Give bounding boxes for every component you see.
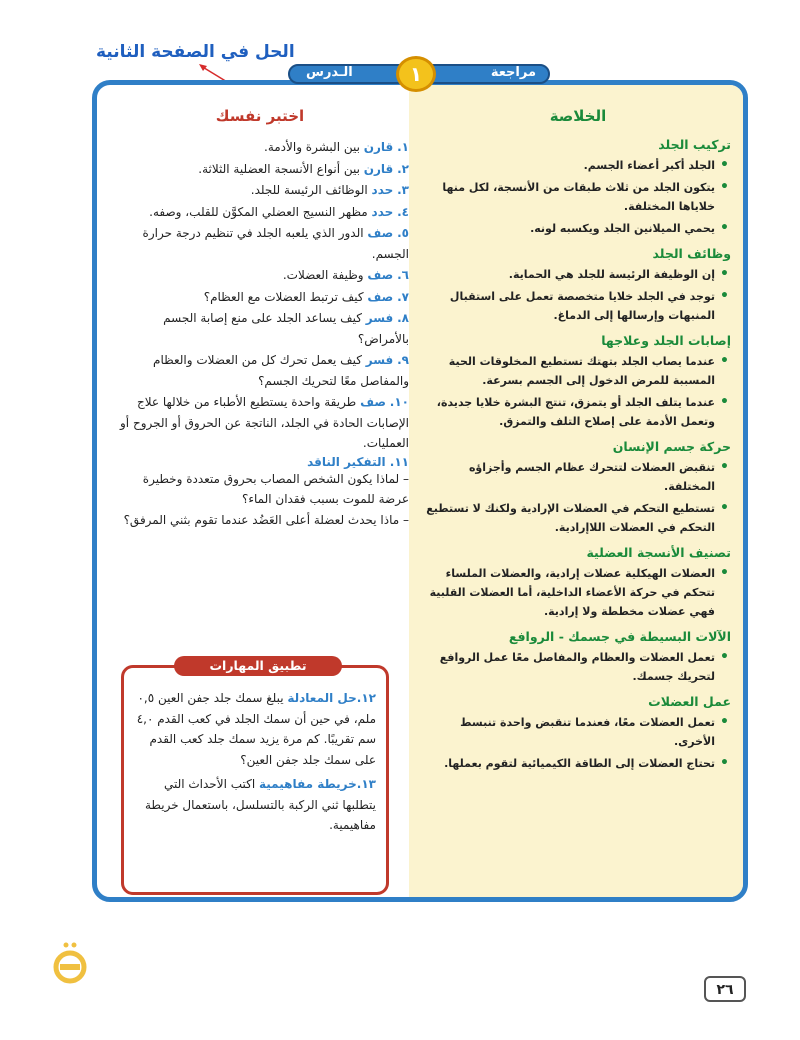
question-item	[111, 159, 409, 180]
critical-num: ١١.	[389, 454, 409, 469]
summary-point: • يتكون الجلد من ثلاث طبقات من الأنسجة، لكل منها خلاياها المختلفة.	[425, 178, 731, 216]
lesson-review-frame	[92, 80, 748, 902]
skill-item-12: ١٢.حل المعادلة يبلغ سمك جلد جفن العين ٠,٥ ملم، في حين أن سمك الجلد في كعب القدم ٤,٠ سم تقريبًا. كم مرة يزيد سمك جلد كعب القدم على سمك جلد جفن العين؟	[136, 691, 376, 767]
summary-column	[409, 85, 743, 897]
summary-point: • عندما يتلف الجلد أو يتمزق، تنتج البشرة خلايا جديدة، وتعمل الأدمة على إصلاح التلف والتمزق.	[425, 393, 731, 431]
question-text: كيف ترتبط العضلات مع العظام؟	[203, 289, 368, 304]
skill-item-13: ١٣.خريطة مفاهيمية اكتب الأحداث التي يتطلبها ثني الركبة بالتسلسل، باستعمال خريطة مفاهيمية.	[144, 777, 376, 832]
summary-point: • تحتاج العضلات إلى الطاقة الكيميائية لتقوم بعملها.	[425, 754, 731, 773]
question-text: كيف يعمل تحرك كل من العضلات والعظام والمفاصل معًا لتحريك الجسم؟	[153, 353, 409, 388]
summary-points	[425, 648, 731, 686]
question-number: ٥.	[397, 226, 409, 240]
question-item	[111, 265, 409, 286]
question-item	[111, 308, 409, 349]
question-number: ٧.	[397, 289, 409, 304]
summary-point: • تنقبض العضلات لتتحرك عظام الجسم وأجزاؤه المختلفة.	[425, 458, 731, 496]
question-text: وظيفة العضلات.	[282, 268, 368, 282]
summary-points	[425, 713, 731, 773]
question-item	[111, 350, 409, 391]
question-item	[111, 287, 409, 308]
test-column	[97, 85, 419, 897]
question-number: ٩.	[397, 353, 409, 367]
question-keyword: صف	[360, 395, 386, 409]
summary-point: • عندما يصاب الجلد بتهتك تستطيع المخلوقات الحية المسببة للمرض الدخول إلى الجسم بسرعة.	[425, 352, 731, 390]
summary-point: • الجلد أكبر أعضاء الجسم.	[425, 156, 731, 175]
question-text: الوظائف الرئيسة للجلد.	[250, 183, 372, 197]
summary-heading: إصابات الجلد وعلاجها	[601, 333, 731, 348]
question-number: ٣.	[397, 183, 409, 197]
question-keyword: حدد	[371, 204, 394, 219]
question-keyword: قارن	[363, 140, 394, 154]
skills-box	[121, 658, 389, 895]
question-number: ٦.	[397, 268, 409, 282]
question-text: طريقة واحدة يستطيع الأطباء من خلالها علاج الإصابات الحادة في الجلد، الناتجة عن الحروق أو الجروح أو العمليات.	[120, 395, 409, 450]
question-text: بين البشرة والأدمة.	[264, 140, 364, 154]
question-keyword: صف	[367, 289, 394, 304]
critical-thinking	[111, 455, 409, 531]
question-keyword: صف	[367, 226, 394, 240]
question-keyword: قارن	[363, 161, 394, 176]
publisher-logo-icon	[50, 935, 90, 985]
question-list	[111, 137, 409, 454]
question-item	[111, 137, 409, 158]
summary-point: • توجد في الجلد خلايا متخصصة تعمل على استقبال المنبهات وإرسالها إلى الدماغ.	[425, 287, 731, 325]
skills-title: تطبيق المهارات	[174, 656, 342, 676]
test-title: اختبر نفسك	[215, 107, 305, 125]
annotation-note: الحل في الصفحة الثانية	[96, 42, 295, 62]
summary-title: الخلاصة	[549, 107, 607, 125]
question-text: كيف يساعد الجلد على منع إصابة الجسم بالأمراض؟	[163, 311, 409, 346]
question-keyword: فسر	[365, 353, 394, 367]
summary-point: • تعمل العضلات معًا، فعندما تنقبض واحدة تنبسط الأخرى.	[425, 713, 731, 751]
summary-sections	[425, 137, 731, 773]
question-item	[111, 180, 409, 201]
banner-review-label: مراجعة	[490, 65, 536, 80]
summary-points	[425, 564, 731, 621]
question-number: ٨.	[397, 311, 409, 325]
summary-points	[425, 265, 731, 325]
question-text: مظهر النسيج العضلي المكوَّن للقلب، وصفه.	[149, 204, 372, 219]
summary-point: • إن الوظيفة الرئيسة للجلد هي الحماية.	[425, 265, 731, 284]
summary-heading: تصنيف الأنسجة العضلية	[586, 545, 731, 560]
summary-heading: وظائف الجلد	[652, 246, 731, 261]
critical-item-2: – ماذا يحدث لعضلة أعلى العَضُد عندما تقوم بثني المرفق؟	[123, 512, 409, 527]
question-number: ١.	[397, 140, 409, 154]
review-banner	[288, 56, 550, 94]
banner-lesson-label: الـدرس	[306, 65, 353, 80]
summary-point: • تستطيع التحكم في العضلات الإرادية ولكنك لا تستطيع التحكم في العضلات اللاإرادية.	[425, 499, 731, 537]
summary-heading: عمل العضلات	[648, 694, 731, 709]
question-keyword: فسر	[365, 311, 394, 325]
question-number: ٢.	[397, 161, 409, 176]
summary-point: • العضلات الهيكلية عضلات إرادية، والعضلات الملساء تتحكم في حركة الأعضاء الداخلية، أما العضلات القلبية فهي عضلات مخططة ولا إرادية.	[425, 564, 731, 621]
summary-heading: تركيب الجلد	[658, 137, 731, 152]
summary-points	[425, 352, 731, 431]
critical-item-1: – لماذا يكون الشخص المصاب بحروق متعددة وخطيرة عرضة للموت بسبب فقدان الماء؟	[142, 471, 409, 506]
banner-lesson-number: ١	[396, 56, 436, 92]
question-text: بين أنواع الأنسجة العضلية الثلاثة.	[198, 161, 364, 176]
question-item	[111, 392, 409, 454]
question-item	[111, 223, 409, 264]
summary-point: • يحمي الميلانين الجلد ويكسبه لونه.	[425, 219, 731, 238]
summary-points	[425, 458, 731, 537]
question-keyword: حدد	[371, 183, 394, 197]
critical-title: التفكير الناقد	[307, 454, 386, 469]
question-number: ٤.	[397, 204, 409, 219]
page-number: ٢٦	[704, 976, 746, 1002]
question-number: ١٠.	[389, 395, 409, 409]
summary-point: • تعمل العضلات والعظام والمفاصل معًا عمل الروافع لتحريك جسمك.	[425, 648, 731, 686]
question-item	[111, 202, 409, 223]
summary-points	[425, 156, 731, 238]
question-keyword: صف	[367, 268, 394, 282]
summary-heading: الآلات البسيطة في جسمك - الروافع	[508, 629, 731, 644]
question-text: الدور الذي يلعبه الجلد في تنظيم درجة حرارة الجسم.	[142, 226, 409, 261]
summary-heading: حركة جسم الإنسان	[612, 439, 731, 454]
